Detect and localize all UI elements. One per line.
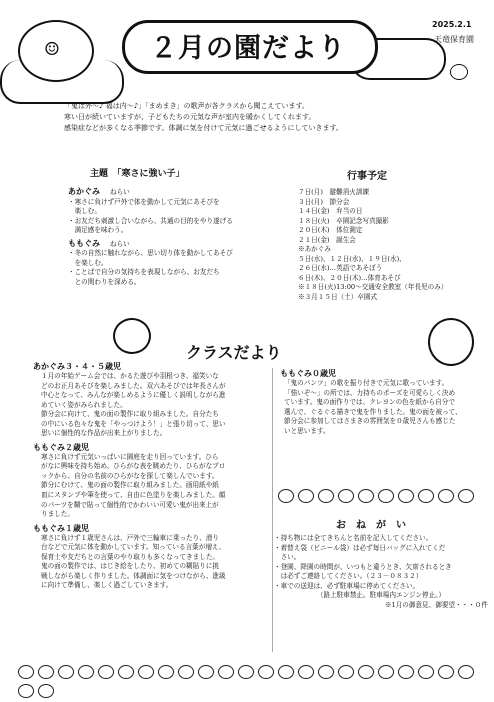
body-line: 戦しながら楽しく作りました。体調面に気をつけながら、進級 <box>41 571 226 580</box>
group-line: ・寒さに負けず戸外で体を動かして元気にあそびを <box>68 197 220 206</box>
request-line: ・着替え袋（ビニール袋）は必ず毎日バッグに入れてくだ <box>274 543 446 552</box>
event-item: ２１日(金) 誕生会 <box>298 235 356 244</box>
group-momogumi <box>68 238 288 288</box>
animal-icon <box>298 665 314 679</box>
group-line: を楽しむ。 <box>68 258 108 267</box>
body-line: に向けて準備し、楽しく過ごしていきます。 <box>41 581 173 590</box>
request-line: （路上駐車禁止。駐車場内エンジン停止。） <box>316 591 446 600</box>
event-item: ３日(月) 節分会 <box>298 197 350 206</box>
body-line: 皿にスタンプや筆を使って、自由に色塗りを楽しみました。顔 <box>41 491 226 500</box>
body-line: 「強いぞ～」の所では、力持ちのポーズを可愛らしく決め <box>284 388 456 397</box>
section-title: ももぐみ２歳児 <box>33 442 89 452</box>
animal-icon <box>418 489 434 503</box>
intro-line: 感染症などが多くなる季節です。体調に気を付けて元気に過ごせるようにしていきます。 <box>64 123 343 132</box>
requests-list <box>274 534 488 610</box>
animal-icon <box>238 665 254 679</box>
body-line: 節分会に参加してはさまきの雰囲気を０歳児さんも感じた <box>284 417 456 426</box>
body-line: の中にいる色々な鬼を「やっつけよう！」と張り切って、思い <box>41 419 226 428</box>
body-line: どのお正月あそびを楽しみました。双六あそびでは年長さんが <box>41 381 226 390</box>
animal-icon <box>198 665 214 679</box>
animal-icon <box>278 665 294 679</box>
body-line: 保育士や友だちとの言葉のやり取りも多くなってきました。 <box>41 552 220 561</box>
animal-icon <box>338 665 354 679</box>
animal-icon <box>138 665 154 679</box>
request-line: ・登園、降園の時間が、いつもと違うとき、欠席されるとき <box>274 562 452 571</box>
animal-icon <box>38 665 54 679</box>
body-line: 「鬼のパンツ」の歌を振り付きで元気に歌っています。 <box>284 379 449 387</box>
event-item: ６日(木)、２０日(木)…体育あそび <box>298 273 401 282</box>
animal-row-illustration <box>278 488 478 504</box>
request-line: ※1月の御意見、御要望・・・０件 <box>384 600 488 609</box>
event-item: ２０日(木) 体位測定 <box>298 226 363 235</box>
body-line: めていく姿がみられました。 <box>41 400 127 409</box>
group-line: 楽しむ。 <box>68 207 101 216</box>
events-heading: 行事予定 <box>347 171 387 182</box>
animal-icon <box>378 489 394 503</box>
body-line: 節分会に向けて、鬼の面の製作に取り組みました。自分たち <box>41 410 219 419</box>
section-title: ももぐみ０歳児 <box>280 369 336 378</box>
animal-icon <box>318 489 334 503</box>
sun-face-icon: ☺ <box>43 39 61 60</box>
class-news-right <box>280 368 486 436</box>
body-line: １月の年始ゲーム会では、かるた遊びや羽根つき、福笑いな <box>41 372 219 380</box>
group-label: ねらい <box>110 188 130 196</box>
animal-icon <box>458 665 474 679</box>
section-body <box>284 379 486 436</box>
animal-icon <box>378 665 394 679</box>
intro-line: 「鬼は外～♪ 福は内～♪」「まめまき」の歌声が各クラスから聞こえています。 <box>64 102 309 110</box>
animal-icon <box>158 665 174 679</box>
event-item: ※あかぐみ <box>298 245 331 254</box>
body-line: 寒さに負けず元気いっぱいに園庭を走り回っています。ひら <box>41 452 219 461</box>
request-line: は必ずご連絡してください。（２３－０８３２） <box>274 572 423 581</box>
body-line: 選んで、ぐるぐる描きで鬼を作りました。鬼の面を被って、 <box>284 407 462 416</box>
animal-icon <box>118 665 134 679</box>
animal-icon <box>358 489 374 503</box>
bottom-animal-row-illustration <box>18 664 478 682</box>
requests-heading: お ね が い <box>336 520 406 531</box>
event-item: ※３月１５日（土）卒園式 <box>298 293 378 302</box>
animal-icon <box>318 665 334 679</box>
animal-icon <box>178 665 194 679</box>
animal-icon <box>398 665 414 679</box>
event-item: ※１８日(火)13:00～交通安全教室（年長児のみ） <box>298 283 448 292</box>
event-item: ５日(水)、１２日(水)、１９日(水)、 <box>298 254 406 263</box>
children-illustration <box>113 318 151 354</box>
body-line: ックから、自分の名前のひらがなを探して楽しんでいます。 <box>41 471 219 480</box>
animal-icon <box>278 489 294 503</box>
animal-icon <box>418 665 434 679</box>
group-line: ・お友だち刺激し合いながら、共通の目的をやり遂げる <box>68 216 233 225</box>
section-title: ももぐみ１歳児 <box>33 523 89 533</box>
intro <box>64 101 484 134</box>
group-line: 満足感を味わう。 <box>68 226 128 235</box>
request-line: ・持ち物には全てきちんと名前を記入してください。 <box>274 534 433 542</box>
animal-icon <box>398 489 414 503</box>
animal-icon <box>78 665 94 679</box>
animal-icon <box>358 665 374 679</box>
event-item: １４日(金) 弁当の日 <box>298 207 363 216</box>
theme-heading: 主題 「寒さに強い子」 <box>90 169 185 179</box>
event-item: ２６日(水)…英語であそぼう <box>298 264 383 273</box>
event-item: １８日(火) 卒園記念写真撮影 <box>298 216 389 225</box>
oni-illustration <box>428 318 474 366</box>
group-akagumi <box>68 186 288 236</box>
animal-icon <box>298 489 314 503</box>
animal-icon <box>38 684 54 698</box>
issue-date: 2025.2.1 <box>432 20 472 29</box>
group-name: あかぐみ <box>68 187 100 196</box>
theme-groups <box>68 186 288 288</box>
class-news-heading: クラスだより <box>186 343 282 362</box>
section-body <box>41 372 265 439</box>
body-line: 中心となって、みんなが楽しめるように優しく説明しながら進 <box>41 391 226 400</box>
class-news-left <box>33 361 265 591</box>
body-line: りました。 <box>41 510 74 519</box>
animal-icon <box>218 665 234 679</box>
body-line: ています。鬼の面作りでは、クレヨンの色を紙から自分で <box>284 398 455 407</box>
animal-icon <box>258 665 274 679</box>
group-line: ・ことばで自分の気持ちを表現しながら、お友だち <box>68 268 220 277</box>
animal-icon <box>338 489 354 503</box>
animal-icon <box>438 665 454 679</box>
body-line: がなに興味を持ち始め、ひらがな表を眺めたり、ひらがなブロ <box>41 462 226 471</box>
request-line: ・車での送迎は、必ず駐車場に停めてください。 <box>274 581 420 590</box>
group-line: との関わりを深める。 <box>68 278 141 287</box>
section-title: あかぐみ３・４・５歳児 <box>33 362 121 371</box>
animal-icon <box>98 665 114 679</box>
section-body <box>41 453 265 520</box>
animal-icon <box>458 489 474 503</box>
event-item: ７日(月) 避難消火訓練 <box>298 188 370 196</box>
cloud-illustration-left <box>0 60 124 104</box>
column-divider <box>272 368 273 652</box>
animal-icon <box>58 665 74 679</box>
section-body <box>41 534 265 591</box>
request-line: さい。 <box>274 553 301 562</box>
body-line: いと思います。 <box>284 426 330 435</box>
group-name: ももぐみ <box>68 238 100 248</box>
events-list <box>298 188 488 303</box>
page-title: ２月の園だより <box>150 33 346 64</box>
body-line: のパーツを糊で貼って個性的でかわいい可愛い鬼が出来上が <box>41 500 219 509</box>
animal-icon <box>18 665 34 679</box>
group-label: ねらい <box>110 239 130 248</box>
body-line: 鬼の面の製作では、はじき絵をしたり、初めての糊貼りに挑 <box>41 562 220 571</box>
animal-icon <box>18 684 34 698</box>
body-line: 節分にむけて、鬼の面の製作に取り組みました。画用紙や紙 <box>41 481 219 490</box>
animal-icon <box>438 489 454 503</box>
body-line: 寒さに負けず１歳児さんは、戸外で三輪車に乗ったり、滑り <box>41 533 220 542</box>
group-line: ・冬の自然に触れながら、思い切り体を動かしてあそび <box>68 249 233 258</box>
body-line: 思いに個性的な作品が出来上がりました。 <box>41 429 167 438</box>
body-line: 台などで元気に体を動かしています。知っている言葉が増え、 <box>41 543 226 552</box>
org-name: 天竜保育園 <box>434 35 474 44</box>
bird-icon <box>450 64 468 80</box>
intro-line: 寒い日が続いていますが、子どもたちの元気な声が室内を暖かくしてくれます。 <box>64 112 316 121</box>
